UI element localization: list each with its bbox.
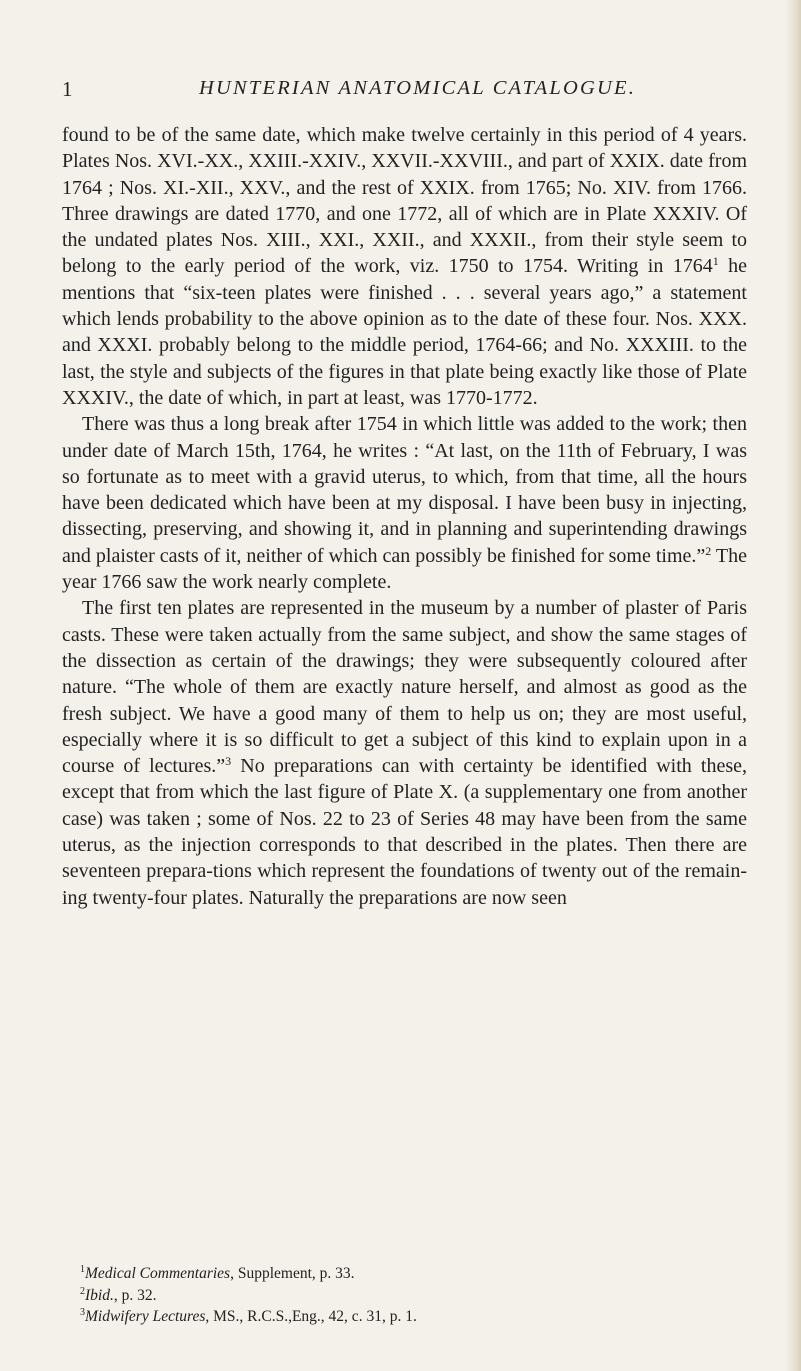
paragraph-text: No preparations can with certainty be identified with these, except that from which the last figure of Plate X. (a supplementary one from another case) was taken ; some of Nos. 22 to 23 of Series 48 may have been from the same uterus, as the injection corresponds to that described in the plates. Then there are seventeen prepara-tions which represent the foundations of twenty out of the remain-ing twenty-four plates. Naturally the preparations are now seen xyxy=(62,755,748,909)
footnotes xyxy=(62,1263,747,1328)
footnote-citation: , MS., R.C.S.,Eng., 42, c. 31, p. 1. xyxy=(205,1308,417,1325)
footnote-title: Midwifery Lectures xyxy=(85,1308,206,1325)
paragraph-text: found to be of the same date, which make twelve certainly in this period of 4 years. Plates Nos. XVI.-XX., XXIII.-XXIV., XXVII.-XXVIII., and part of XXIX. date from 1764 ; Nos. XI.-XII., XXV., and the rest of XXIX. from 1765; No. XIV. from 1766. Three drawings are dated 1770, and one 1772, all of which are in Plate XXXIV. Of the undated plates Nos. XIII., XXI., XXII., and XXXII., from their style seem to belong to the early period of the work, viz. 1750 to 1754. Writing in 1764 xyxy=(62,124,747,278)
paragraph-text: he mentions that “six-teen plates were finished . . . several years ago,” a statement which lends probability to the above opinion as to the date of these four. Nos. XXX. and XXXI. probably belong to the middle period, 1764-66; and No. XXXIII. to the last, the style and subjects of the figures in that plate being exactly like those of Plate XXXIV., the date of which, in part at least, was 1770-1772. xyxy=(62,255,747,409)
footnote xyxy=(62,1306,747,1328)
footnote-citation: , Supplement, p. 33. xyxy=(230,1265,355,1282)
paragraph xyxy=(62,595,747,911)
footnote-citation: , p. 32. xyxy=(113,1286,157,1304)
paragraph xyxy=(62,411,747,595)
footnote-number: 2 xyxy=(80,1285,85,1297)
paragraph-text: The first ten plates are represented in the museum by a number of plaster of Paris casts. These were taken actually from the same subject, and show the same stages of the dissection as certain of the drawings; they were subsequently coloured after nature. “The whole of them are exactly nature herself, and almost as good as the fresh subject. We have a good many of them to help us on; they are most useful, especially where it is so difficult to get a subject of this kind to explain upon in a course of lectures.” xyxy=(62,597,747,778)
paragraph-text: There was thus a long break after 1754 in which little was added to the work; then under date of March 15th, 1764, he writes : “At last, on the 11th of February, I was so fortunate as to meet with a gravid uterus, to which, from that time, all the hours have been dedicated which have been at my disposal. I have been busy in injecting, dissecting, preserving, and showing it, and in planning and superintending drawings and plaister casts of it, neither of which can possibly be finished for some time.” xyxy=(62,413,747,567)
page-number: 1 xyxy=(62,77,73,101)
paragraph-text: The year 1766 saw the work nearly complete. xyxy=(62,544,748,594)
footnote xyxy=(62,1263,747,1285)
page-header xyxy=(62,77,747,107)
body-text xyxy=(62,122,747,911)
running-head: HUNTERIAN ANATOMICAL CATALOGUE. xyxy=(199,77,637,99)
footnote xyxy=(62,1285,747,1307)
footnote-number: 3 xyxy=(80,1307,85,1318)
footnote-number: 1 xyxy=(80,1264,85,1275)
footnote-ref: 2 xyxy=(705,543,712,558)
footnote-ref: 1 xyxy=(712,254,719,269)
page-edge-shadow xyxy=(785,0,801,1371)
paragraph xyxy=(62,122,747,411)
footnote-title: Medical Commentaries xyxy=(85,1265,231,1282)
footnote-title: Ibid. xyxy=(85,1286,114,1304)
footnote-ref: 3 xyxy=(225,753,232,768)
